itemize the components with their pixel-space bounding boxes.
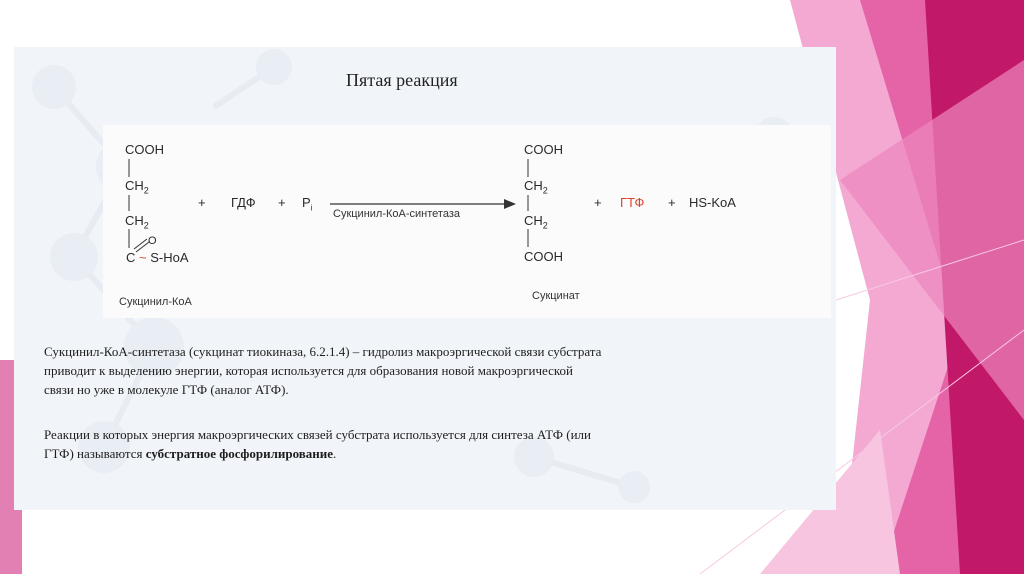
plus-4: + — [668, 195, 676, 210]
enzyme-label: Сукцинил-КоА-синтетаза — [333, 208, 460, 220]
paragraph-2 — [44, 425, 784, 463]
plus-3: + — [594, 195, 602, 210]
left-oxygen: O — [148, 235, 157, 247]
pi-label: $P_i$ — [302, 195, 313, 213]
right-bonds — [519, 155, 539, 255]
right-cooh-1: COOH — [524, 142, 563, 157]
gtp-label: ГТФ — [620, 195, 645, 210]
term-substrate-phosphorylation: субстратное фосфорилирование — [145, 446, 334, 461]
left-ch2-2: $CH_2$ — [125, 213, 149, 231]
left-caption: Сукцинил-КоА — [119, 296, 192, 308]
right-ch2-2: $CH_2$ — [524, 213, 548, 231]
right-caption: Сукцинат — [532, 290, 580, 302]
p1-line-3: связи но уже в молекуле ГТФ (аналог АТФ). — [44, 382, 289, 397]
p2-line-2: ГТФ) называются субстратное фосфорилирование. — [44, 446, 337, 461]
gdp-label: ГДФ — [231, 195, 256, 210]
right-ch2-1: $CH_2$ — [524, 178, 548, 196]
p2-line-1: Реакции в которых энергия макроэргических связей субстрата используется для синтеза АТФ (или — [44, 427, 591, 442]
left-cooh: COOH — [125, 142, 164, 157]
left-thioester: C ~ S-HoA — [126, 250, 189, 265]
plus-2: + — [278, 195, 286, 210]
plus-1: + — [198, 195, 206, 210]
slide-title: Пятая реакция — [346, 70, 458, 90]
reaction-scheme — [103, 125, 831, 318]
p1-line-1: Сукцинил-КоА-синтетаза (сукцинат тиокиназа, 6.2.1.4) – гидролиз макроэргической связи субстрата — [44, 344, 602, 359]
hskoa-label: HS-KoA — [689, 195, 736, 210]
paragraph-1 — [44, 342, 784, 399]
left-bonds — [120, 155, 160, 255]
p1-line-2: приводит к выделению энергии, которая используется для образования новой макроэргической — [44, 363, 573, 378]
left-ch2-1: $CH_2$ — [125, 178, 149, 196]
right-cooh-2: COOH — [524, 249, 563, 264]
